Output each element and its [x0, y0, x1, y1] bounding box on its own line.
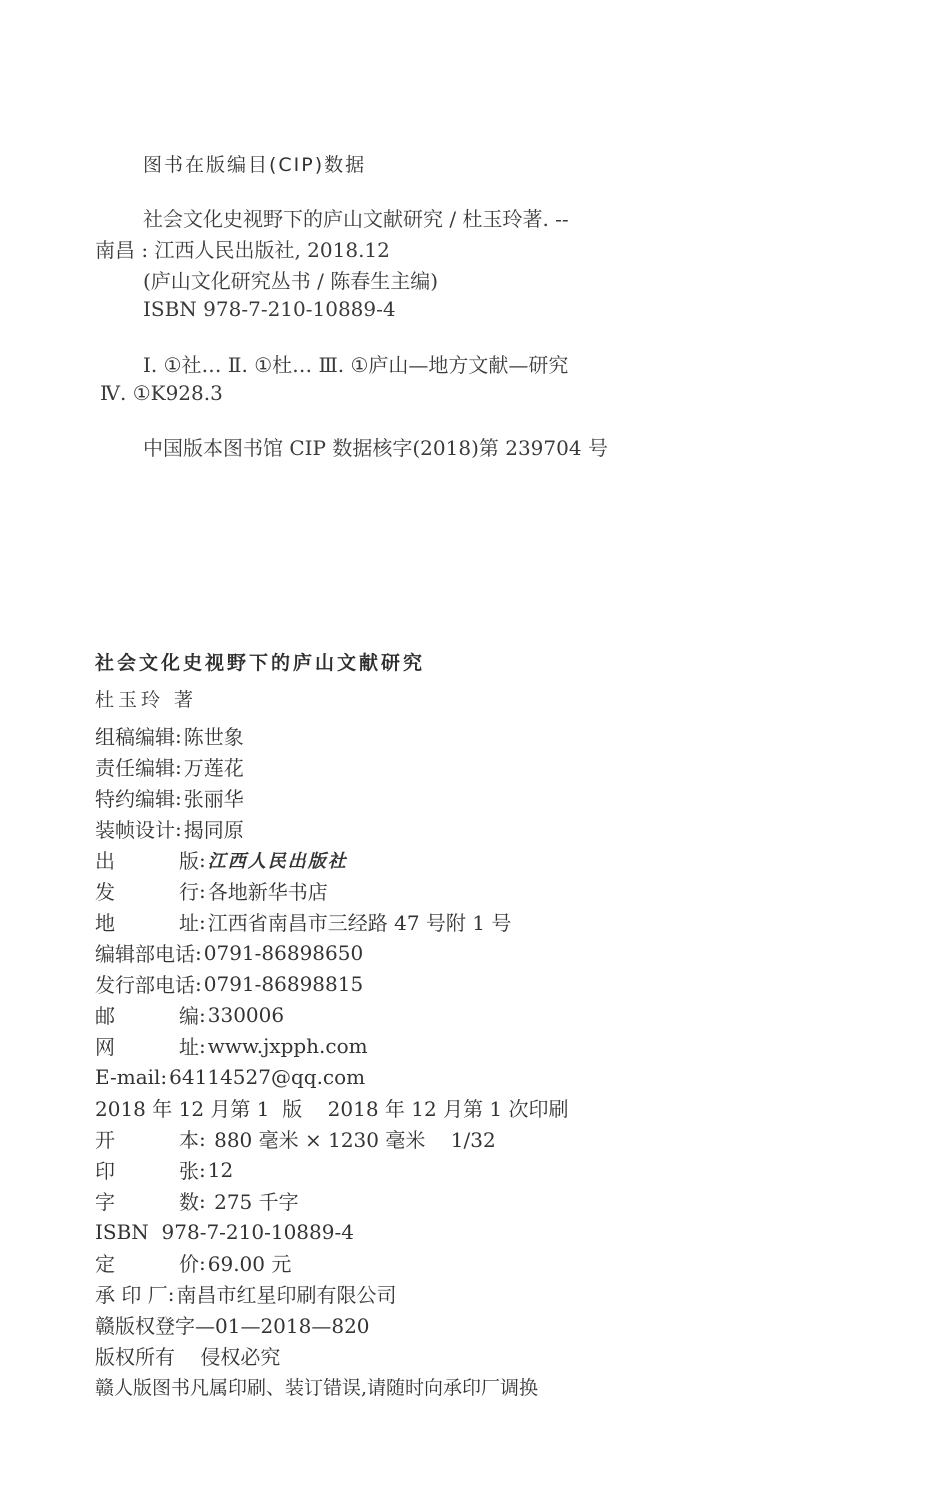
colophon-row-organizing-editor: 组稿编辑 : 陈世象 [95, 723, 244, 749]
colophon-row-address: 地 址 : 江西省南昌市三经路 47 号附 1 号 [95, 909, 512, 935]
colophon-row-website: 网 址 : www.jxpph.com [95, 1033, 368, 1059]
cip-subject-line: Ⅰ. ①社… Ⅱ. ①杜… Ⅲ. ①庐山—地方文献—研究 [143, 353, 569, 377]
colophon-row-publisher: 出 版 : 江西人民出版社 [95, 847, 348, 873]
colophon-row-format: 开 本 : 880 毫米 × 1230 毫米 1/32 [95, 1126, 496, 1152]
publisher-name: 江西人民出版社 [207, 850, 348, 872]
colophon-row-sheets: 印 张 : 12 [95, 1157, 234, 1183]
colophon-row-notice: 赣人版图书凡属印刷、装订错误,请随时向承印厂调换 [95, 1377, 539, 1399]
colophon-row-postcode: 邮 编 : 330006 [95, 1002, 285, 1028]
colophon-row-distributor: 发 行 : 各地新华书店 [95, 878, 328, 904]
cip-header: 图书在版编目(CIP)数据 [143, 154, 367, 176]
colophon-row-design: 装帧设计 : 揭同原 [95, 816, 244, 842]
cip-class-line: Ⅳ. ①K928.3 [100, 381, 223, 405]
colophon-row-special-editor: 特约编辑 : 张丽华 [95, 785, 244, 811]
colophon [95, 720, 569, 1402]
colophon-row-edition: 2018 年 12 月第 1 版 2018 年 12 月第 1 次印刷 [95, 1097, 569, 1121]
colophon-row-copyright-reg: 赣版权登字—01—2018—820 [95, 1314, 370, 1338]
colophon-row-price: 定 价 : 69.00 元 [95, 1250, 292, 1276]
colophon-row-printer: 承 印 厂 : 南昌市红星印刷有限公司 [95, 1281, 397, 1307]
colophon-row-sales-phone: 发行部电话 : 0791-86898815 [95, 971, 364, 997]
cip-record-line: 中国版本图书馆 CIP 数据核字(2018)第 239704 号 [143, 436, 608, 460]
colophon-row-words: 字 数 : 275 千字 [95, 1188, 299, 1214]
colophon-row-editorial-phone: 编辑部电话 : 0791-86898650 [95, 940, 364, 966]
cip-series-line: (庐山文化研究丛书 / 陈春生主编) [143, 269, 439, 293]
colophon-row-responsible-editor: 责任编辑 : 万莲花 [95, 754, 244, 780]
colophon-row-rights: 版权所有 侵权必究 [95, 1345, 281, 1369]
book-title: 社会文化史视野下的庐山文献研究 [95, 652, 426, 674]
cip-isbn-line: ISBN 978-7-210-10889-4 [143, 297, 396, 321]
author-line: 杜玉玲 著 [95, 689, 198, 711]
colophon-row-isbn: ISBN 978-7-210-10889-4 [95, 1219, 354, 1244]
cip-title-line: 社会文化史视野下的庐山文献研究 / 杜玉玲著. -- [143, 207, 569, 231]
colophon-row-email: E-mail : 64114527@qq.com [95, 1064, 366, 1089]
cip-publisher-line: 南昌 : 江西人民出版社, 2018.12 [95, 238, 390, 262]
